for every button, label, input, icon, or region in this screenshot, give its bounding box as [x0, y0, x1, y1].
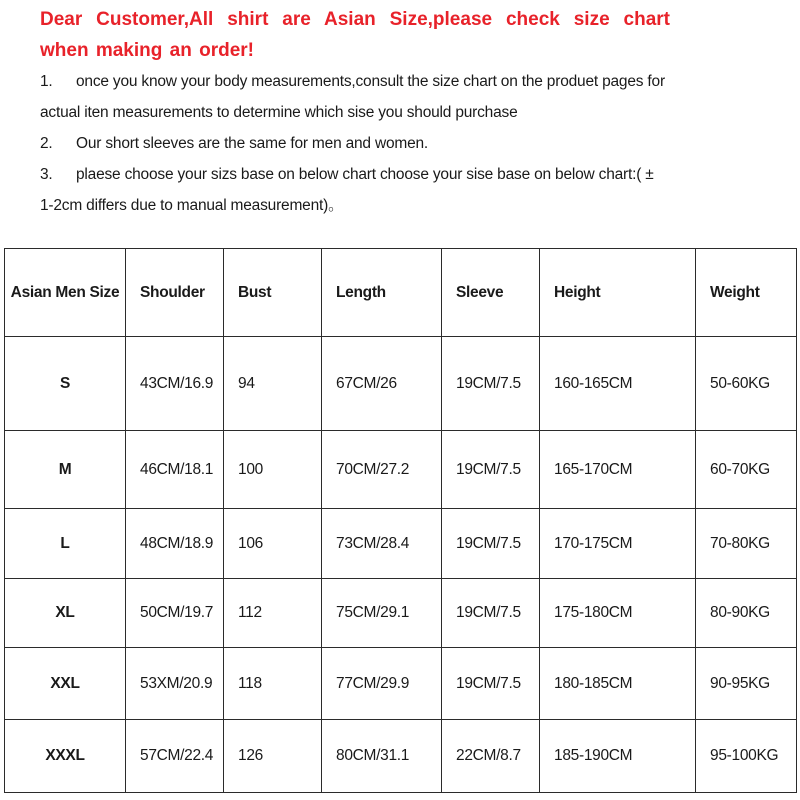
cell-sleeve: 19CM/7.5 [442, 648, 540, 720]
size-notice [40, 4, 670, 221]
cell-length: 73CM/28.4 [322, 509, 442, 579]
cell-length: 80CM/31.1 [322, 720, 442, 793]
column-header-size: Asian Men Size [5, 249, 126, 337]
cell-sleeve: 19CM/7.5 [442, 337, 540, 431]
column-header-shoulder: Shoulder [126, 249, 224, 337]
notice-item-number: 2. [40, 135, 53, 152]
notice-item-number: 3. [40, 166, 53, 183]
cell-weight: 95-100KG [696, 720, 797, 793]
cell-shoulder: 57CM/22.4 [126, 720, 224, 793]
cell-shoulder: 46CM/18.1 [126, 431, 224, 509]
notice-item-text: once you know your body measurements,consult the size chart on the produet pages for [76, 73, 665, 90]
cell-shoulder: 50CM/19.7 [126, 579, 224, 648]
cell-size: S [5, 337, 126, 431]
cell-weight: 60-70KG [696, 431, 797, 509]
notice-item-1 [40, 66, 670, 128]
notice-item-text-continued: actual iten measurements to determine which sise you should purchase [40, 104, 518, 121]
notice-title: Dear Customer,All shirt are Asian Size,please check size chart when making an order! [40, 9, 670, 61]
cell-bust: 106 [224, 509, 322, 579]
cell-weight: 70-80KG [696, 509, 797, 579]
table-header-row [5, 249, 797, 337]
cell-height: 160-165CM [540, 337, 696, 431]
cell-bust: 118 [224, 648, 322, 720]
cell-weight: 50-60KG [696, 337, 797, 431]
cell-sleeve: 19CM/7.5 [442, 431, 540, 509]
table-row [5, 648, 797, 720]
cell-size: L [5, 509, 126, 579]
cell-weight: 80-90KG [696, 579, 797, 648]
cell-size: XL [5, 579, 126, 648]
cell-sleeve: 22CM/8.7 [442, 720, 540, 793]
cell-shoulder: 53XM/20.9 [126, 648, 224, 720]
cell-weight: 90-95KG [696, 648, 797, 720]
notice-item-number: 1. [40, 73, 53, 90]
column-header-length: Length [322, 249, 442, 337]
notice-item-3 [40, 159, 670, 221]
table-row [5, 337, 797, 431]
cell-size: XXL [5, 648, 126, 720]
column-header-bust: Bust [224, 249, 322, 337]
cell-bust: 100 [224, 431, 322, 509]
cell-size: XXXL [5, 720, 126, 793]
cell-shoulder: 43CM/16.9 [126, 337, 224, 431]
notice-item-text: plaese choose your sizs base on below chart choose your sise base on below chart:( ± [76, 166, 654, 183]
table-row [5, 720, 797, 793]
cell-sleeve: 19CM/7.5 [442, 509, 540, 579]
cell-height: 170-175CM [540, 509, 696, 579]
cell-bust: 112 [224, 579, 322, 648]
cell-height: 180-185CM [540, 648, 696, 720]
cell-height: 175-180CM [540, 579, 696, 648]
notice-item-text-continued: 1-2cm differs due to manual measurement)。 [40, 197, 344, 214]
column-header-height: Height [540, 249, 696, 337]
table-row [5, 509, 797, 579]
cell-size: M [5, 431, 126, 509]
cell-bust: 94 [224, 337, 322, 431]
column-header-sleeve: Sleeve [442, 249, 540, 337]
cell-height: 185-190CM [540, 720, 696, 793]
column-header-weight: Weight [696, 249, 797, 337]
cell-length: 67CM/26 [322, 337, 442, 431]
cell-length: 77CM/29.9 [322, 648, 442, 720]
notice-item-text: Our short sleeves are the same for men and women. [76, 135, 429, 152]
table-row [5, 579, 797, 648]
cell-length: 75CM/29.1 [322, 579, 442, 648]
notice-list [40, 66, 670, 221]
notice-item-2 [40, 128, 670, 159]
cell-shoulder: 48CM/18.9 [126, 509, 224, 579]
size-chart-table [4, 248, 797, 793]
cell-bust: 126 [224, 720, 322, 793]
table-row [5, 431, 797, 509]
cell-height: 165-170CM [540, 431, 696, 509]
cell-sleeve: 19CM/7.5 [442, 579, 540, 648]
cell-length: 70CM/27.2 [322, 431, 442, 509]
